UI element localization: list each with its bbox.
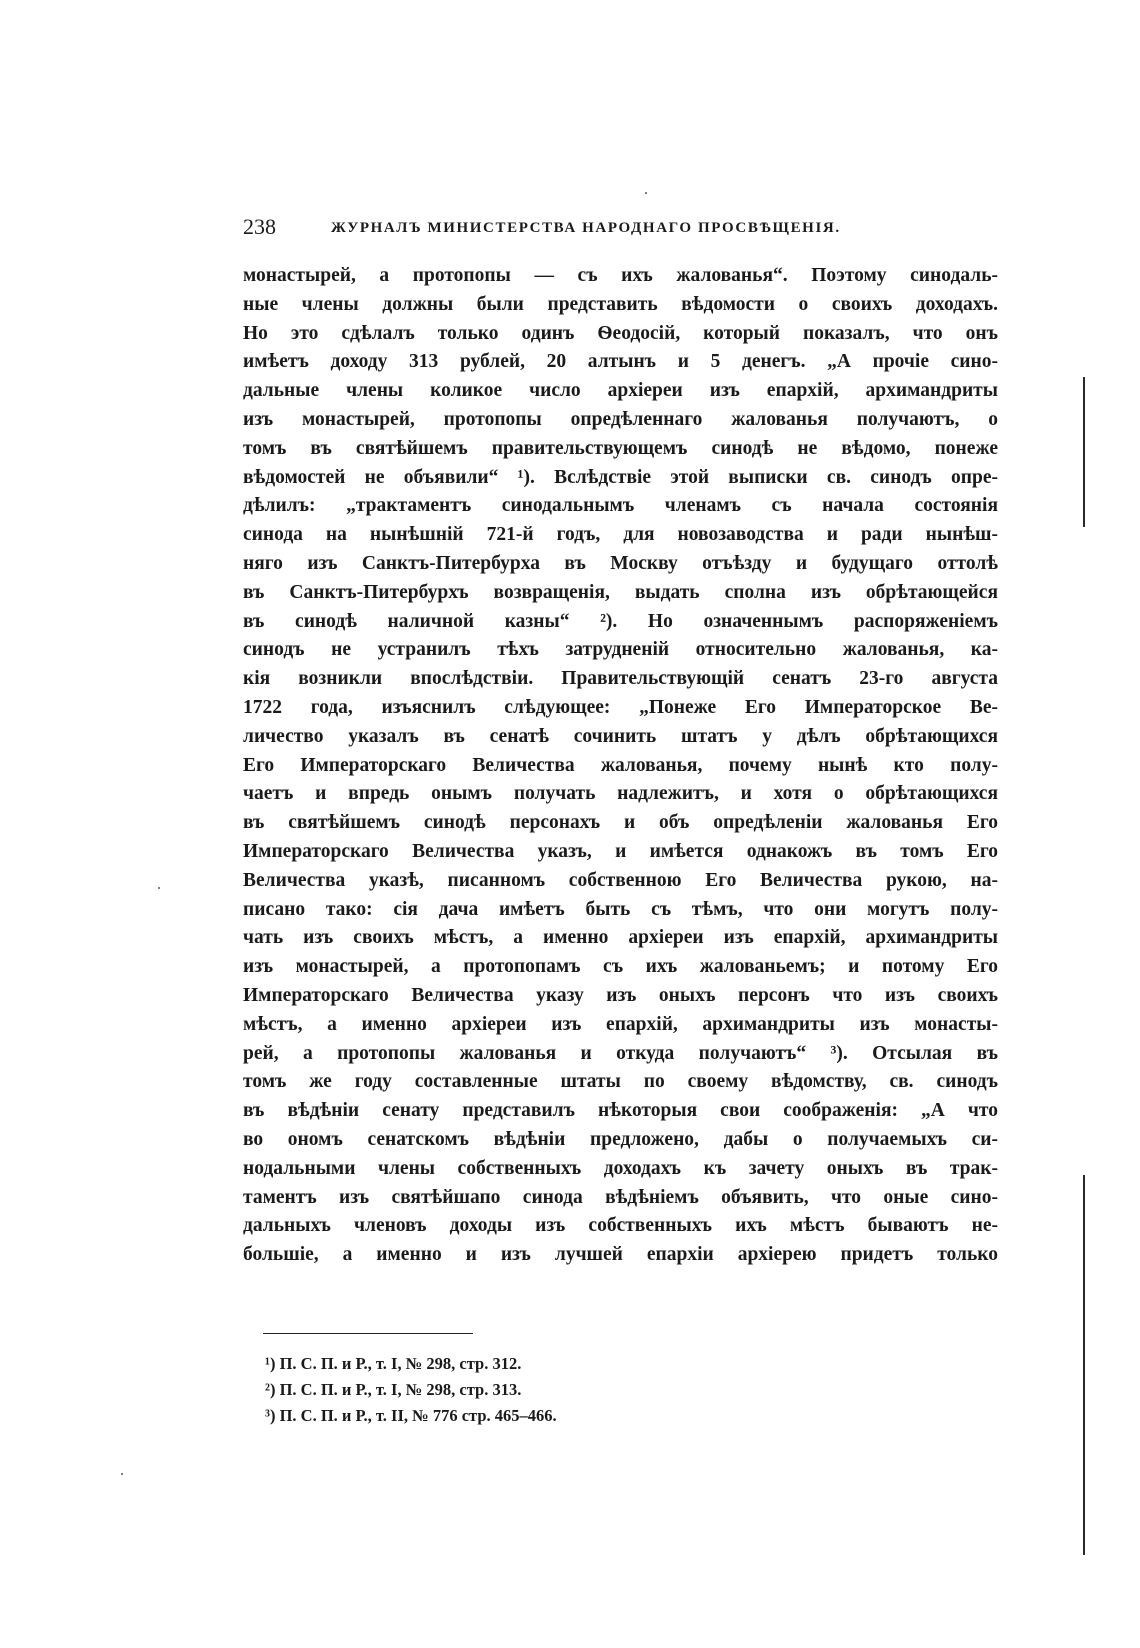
scan-edge-mark [1083,1175,1085,1555]
text-line: Его Императорскаго Величества жалованья, почему нынѣ кто полу- [243,754,998,776]
scan-speck [645,192,647,194]
page-header [243,212,998,242]
text-line: дальные члены коликое число архіереи изъ епархій, архимандриты [243,380,998,402]
text-line: мѣстъ, а именно архіереи изъ епархій, архимандриты изъ монасты- [243,1013,998,1035]
text-line: Величества указѣ, писанномъ собственною Его Величества рукою, на- [243,869,998,891]
text-line: во ономъ сенатскомъ вѣдѣніи предложено, дабы о получаемыхъ си- [243,1128,998,1150]
text-line: томъ же году составленные штаты по своему вѣдомству, св. синодъ [243,1071,998,1093]
footnotes [265,1351,865,1429]
text-line: изъ монастырей, протопопы опредѣленнаго жалованья получаютъ, о [243,408,998,430]
footnote-1: ¹) П. С. П. и Р., т. I, № 298, стр. 312. [265,1354,522,1373]
page-number: 238 [243,214,276,239]
text-line: изъ монастырей, а протопопамъ съ ихъ жалованьемъ; и потому Его [243,956,998,978]
text-line: дальныхъ членовъ доходы изъ собственныхъ ихъ мѣстъ бываютъ не- [243,1215,998,1237]
text-line: нодальными члены собственныхъ доходахъ къ зачету оныхъ въ трак- [243,1157,998,1179]
text-line: ные члены должны были представить вѣдомости о своихъ доходахъ. [243,293,998,315]
text-line: монастырей, а протопопы — съ ихъ жалованья“. Поэтому синодаль- [243,265,998,286]
text-line: личество указалъ въ сенатѣ сочинить штатъ у дѣлъ обрѣтающихся [243,725,998,747]
footnote-2: ²) П. С. П. и Р., т. I, № 298, стр. 313. [265,1380,522,1399]
body-text [243,262,998,1270]
text-line: кія возникли впослѣдствіи. Правительствующій сенатъ 23-го августа [243,668,998,690]
text-line: писано тако: сія дача имѣетъ быть съ тѣмъ, что они могутъ полу- [243,898,998,920]
text-line: большіе, а именно и изъ лучшей епархіи архіерею придетъ только [243,1244,998,1266]
text-line: вѣдомостей не объявили“ ¹). Вслѣдствіе этой выписки св. синодъ опре- [243,466,998,488]
text-line: имѣетъ доходу 313 рублей, 20 алтынъ и 5 денегъ. „А прочіе сино- [243,351,998,373]
text-line: чаетъ и впредь онымъ получать надлежитъ, и хотя о обрѣтающихся [243,783,998,805]
scan-edge-mark [1083,377,1085,527]
text-line: Императорскаго Величества указъ, и имѣется однакожъ въ томъ Его [243,840,998,862]
text-line: въ вѣдѣніи сенату представилъ нѣкоторыя свои соображенія: „А что [243,1100,998,1122]
text-line: томъ въ святѣйшемъ правительствующемъ синодѣ не вѣдомо, понеже [243,437,998,459]
text-line: въ святѣйшемъ синодѣ персонахъ и объ опредѣленіи жалованья Его [243,812,998,834]
text-line: Императорскаго Величества указу изъ оныхъ персонъ что изъ своихъ [243,984,998,1006]
text-line: синодъ не устранилъ тѣхъ затрудненій относительно жалованья, ка- [243,639,998,661]
text-line: 1722 года, изъяснилъ слѣдующее: „Понеже Его Императорское Ве- [243,696,998,718]
text-line: въ Санктъ-Питербурхъ возвращенія, выдать сполна изъ обрѣтающейся [243,581,998,603]
footnote-3: ³) П. С. П. и Р., т. II, № 776 стр. 465–466. [265,1406,557,1425]
text-line: рей, а протопопы жалованья и откуда получаютъ“ ³). Отсылая въ [243,1042,998,1064]
text-line: таментъ изъ святѣйшапо синода вѣдѣніемъ объявить, что оные сино- [243,1186,998,1208]
text-line: Но это сдѣлалъ только одинъ Ѳеодосій, который показалъ, что онъ [243,322,998,344]
text-line: дѣлилъ: „трактаментъ синодальнымъ членамъ съ начала состоянія [243,495,998,517]
text-line: няго изъ Санктъ-Питербурха въ Москву отъѣзду и будущаго оттолѣ [243,552,998,574]
running-title: ЖУРНАЛЪ МИНИСТЕРСТВА НАРОДНАГО ПРОСВѢЩЕНІЯ. [331,220,841,236]
footnote-divider [263,1333,473,1334]
scan-speck [158,887,160,889]
text-line: синода на нынѣшній 721-й годъ, для новозаводства и ради нынѣш- [243,524,998,546]
text-line: въ синодѣ наличной казны“ ²). Но означеннымъ распоряженіемъ [243,610,998,632]
scan-speck [121,1473,123,1475]
text-line: чать изъ своихъ мѣстъ, а именно архіереи изъ епархій, архимандриты [243,927,998,949]
